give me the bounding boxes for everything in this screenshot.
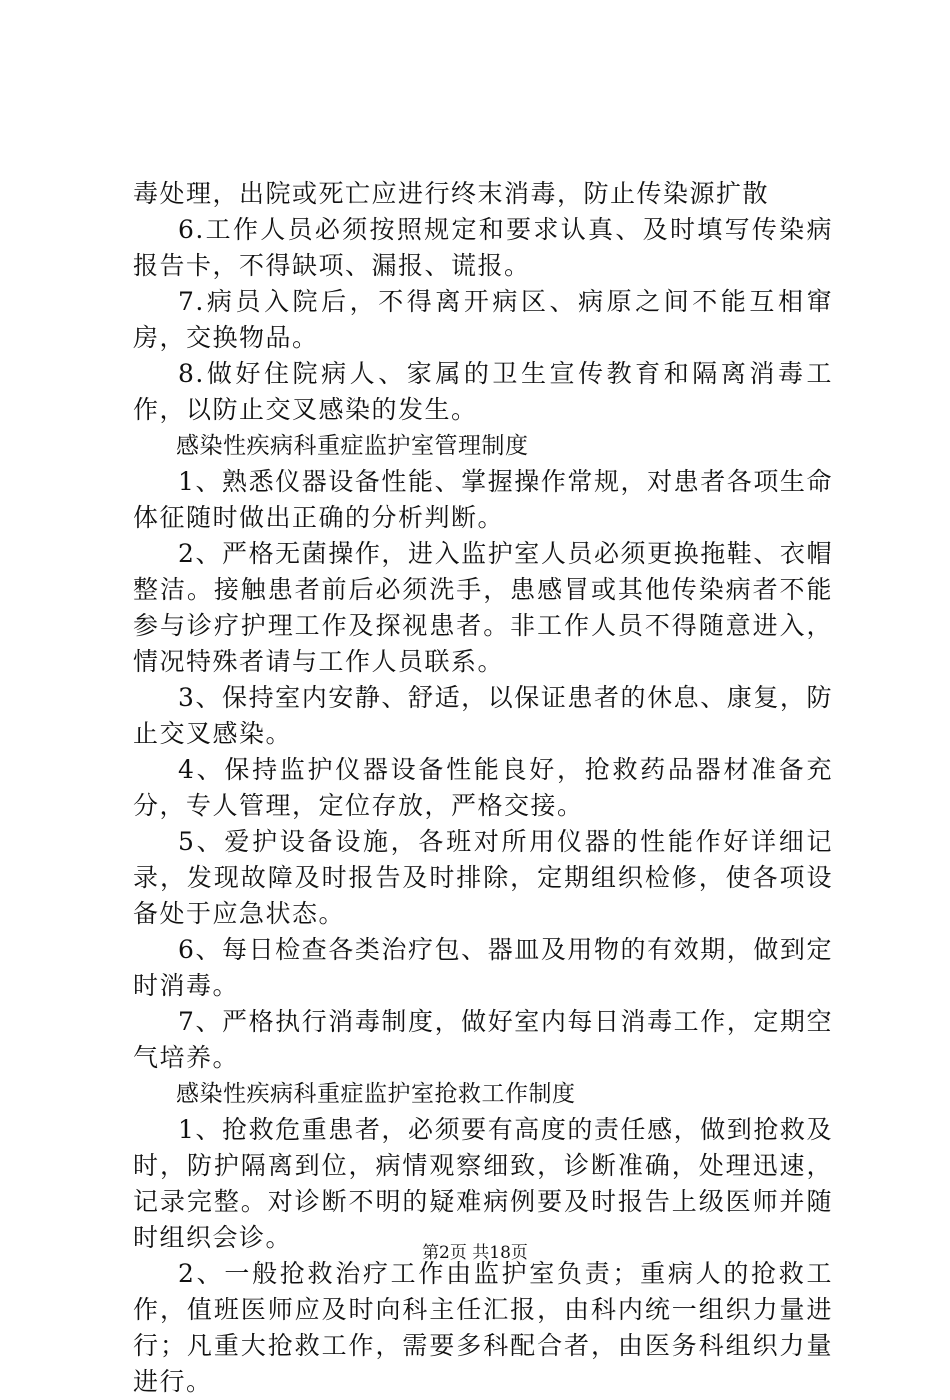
icu-rule-6: 6、每日检查各类治疗包、器皿及用物的有效期，做到定时消毒。 — [133, 935, 833, 1000]
paragraph-item-7: 7.病员入院后，不得离开病区、病原之间不能互相窜房，交换物品。 — [133, 287, 833, 352]
icu-rule-1: 1、熟悉仪器设备性能、掌握操作常规，对患者各项生命体征随时做出正确的分析判断。 — [133, 467, 833, 532]
icu-rule-4: 4、保持监护仪器设备性能良好，抢救药品器材准备充分，专人管理，定位存放，严格交接。 — [133, 755, 833, 820]
page-number-footer: 第2页 共18页 — [422, 1243, 528, 1263]
paragraph-item-8: 8.做好住院病人、家属的卫生宣传教育和隔离消毒工作，以防止交叉感染的发生。 — [133, 359, 833, 424]
icu-rule-3: 3、保持室内安静、舒适，以保证患者的休息、康复，防止交叉感染。 — [133, 683, 833, 748]
section-heading-icu-rescue: 感染性疾病科重症监护室抢救工作制度 — [176, 1081, 576, 1107]
icu-rule-5: 5、爱护设备设施，各班对所用仪器的性能作好详细记录，发现故障及时报告及时排除，定期组织检修，使各项设备处于应急状态。 — [133, 827, 833, 928]
document-body — [133, 176, 833, 1400]
section-heading-icu-management: 感染性疾病科重症监护室管理制度 — [176, 433, 529, 459]
icu-rule-2: 2、严格无菌操作，进入监护室人员必须更换拖鞋、衣帽整洁。接触患者前后必须洗手，患感冒或其他传染病者不能参与诊疗护理工作及探视患者。非工作人员不得随意进入，情况特殊者请与工作人员联系。 — [133, 539, 833, 676]
paragraph-continuation: 毒处理，出院或死亡应进行终末消毒，防止传染源扩散 — [133, 179, 770, 208]
rescue-rule-2: 2、一般抢救治疗工作由监护室负责；重病人的抢救工作，值班医师应及时向科主任汇报，由科内统一组织力量进行；凡重大抢救工作，需要多科配合者，由医务科组织力量进行。 — [133, 1259, 833, 1396]
rescue-rule-1: 1、抢救危重患者，必须要有高度的责任感，做到抢救及时，防护隔离到位，病情观察细致，诊断准确，处理迅速，记录完整。对诊断不明的疑难病例要及时报告上级医师并随时组织会诊。 — [133, 1115, 833, 1252]
icu-rule-7: 7、严格执行消毒制度，做好室内每日消毒工作，定期空气培养。 — [133, 1007, 833, 1072]
paragraph-item-6: 6.工作人员必须按照规定和要求认真、及时填写传染病报告卡，不得缺项、漏报、谎报。 — [133, 215, 833, 280]
